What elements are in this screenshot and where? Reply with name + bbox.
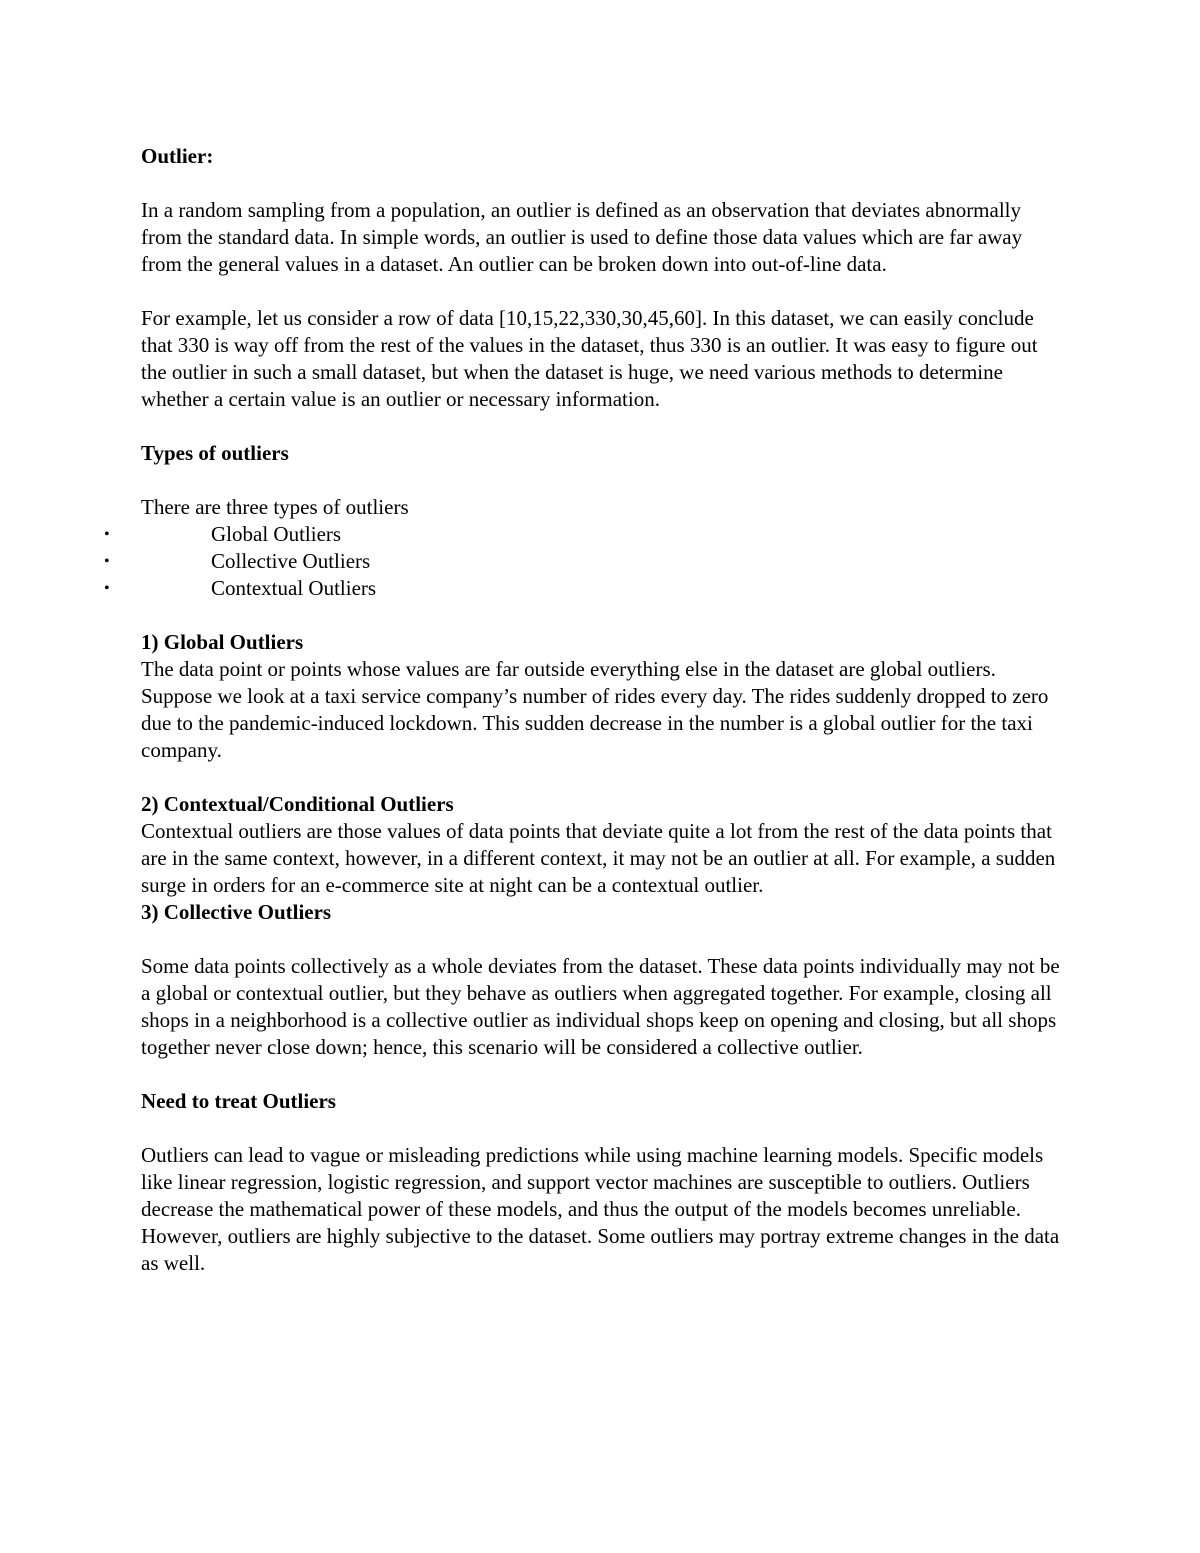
collective-outliers-heading: 3) Collective Outliers [141,900,332,924]
list-item [104,521,1066,548]
list-item [104,548,1066,575]
contextual-outliers-paragraph: Contextual outliers are those values of data points that deviate quite a lot from the rest of the data points that are in the same context, however, in a different context, it may not be an outlier at all. For example, a sudden surge in orders for an e-commerce site at night can be a contextual outlier. [141,819,1056,897]
document-title: Outlier: [141,144,214,168]
types-list [104,521,1066,602]
list-item-label: Global Outliers [211,522,342,546]
types-heading: Types of outliers [141,441,289,465]
contextual-outliers-heading: 2) Contextual/Conditional Outliers [141,792,454,816]
global-outliers-paragraph: The data point or points whose values are far outside everything else in the dataset are global outliers. Suppose we look at a taxi service company’s number of rides every day. The rides suddenly dropped to zero due to the pandemic-induced lockdown. This sudden decrease in the number is a global outlier for the taxi company. [141,657,1049,762]
list-item-label: Collective Outliers [211,549,371,573]
collective-outliers-paragraph: Some data points collectively as a whole deviates from the dataset. These data points individually may not be a global or contextual outlier, but they behave as outliers when aggregated together. For example, closing all shops in a neighborhood is a collective outlier as individual shops keep on opening and closing, but all shops together never close down; hence, this scenario will be considered a collective outlier. [141,954,1060,1059]
bullet-icon: • [104,553,110,570]
list-item-label: Contextual Outliers [211,576,377,600]
document-page [104,143,1066,1277]
treat-outliers-paragraph: Outliers can lead to vague or misleading predictions while using machine learning models. Specific models like linear regression, logistic regression, and support vector machines are susceptible to outliers. Outliers decrease the mathematical power of these models, and thus the output of the models becomes unreliable. However, outliers are highly subjective to the dataset. Some outliers may portray extreme changes in the data as well. [141,1143,1060,1275]
example-paragraph: For example, let us consider a row of data [10,15,22,330,30,45,60]. In this dataset, we can easily conclude that 330 is way off from the rest of the values in the dataset, thus 330 is an outlier. It was easy to figure out the outlier in such a small dataset, but when the dataset is huge, we need various methods to determine whether a certain value is an outlier or necessary information. [141,306,1038,411]
types-intro: There are three types of outliers [141,495,409,519]
treat-outliers-heading: Need to treat Outliers [141,1089,336,1113]
global-outliers-heading: 1) Global Outliers [141,630,304,654]
intro-paragraph: In a random sampling from a population, an outlier is defined as an observation that deviates abnormally from the standard data. In simple words, an outlier is used to define those data values which are far away from the general values in a dataset. An outlier can be broken down into out-of-line data. [141,198,1023,276]
list-item [104,575,1066,602]
bullet-icon: • [104,580,110,597]
bullet-icon: • [104,526,110,543]
